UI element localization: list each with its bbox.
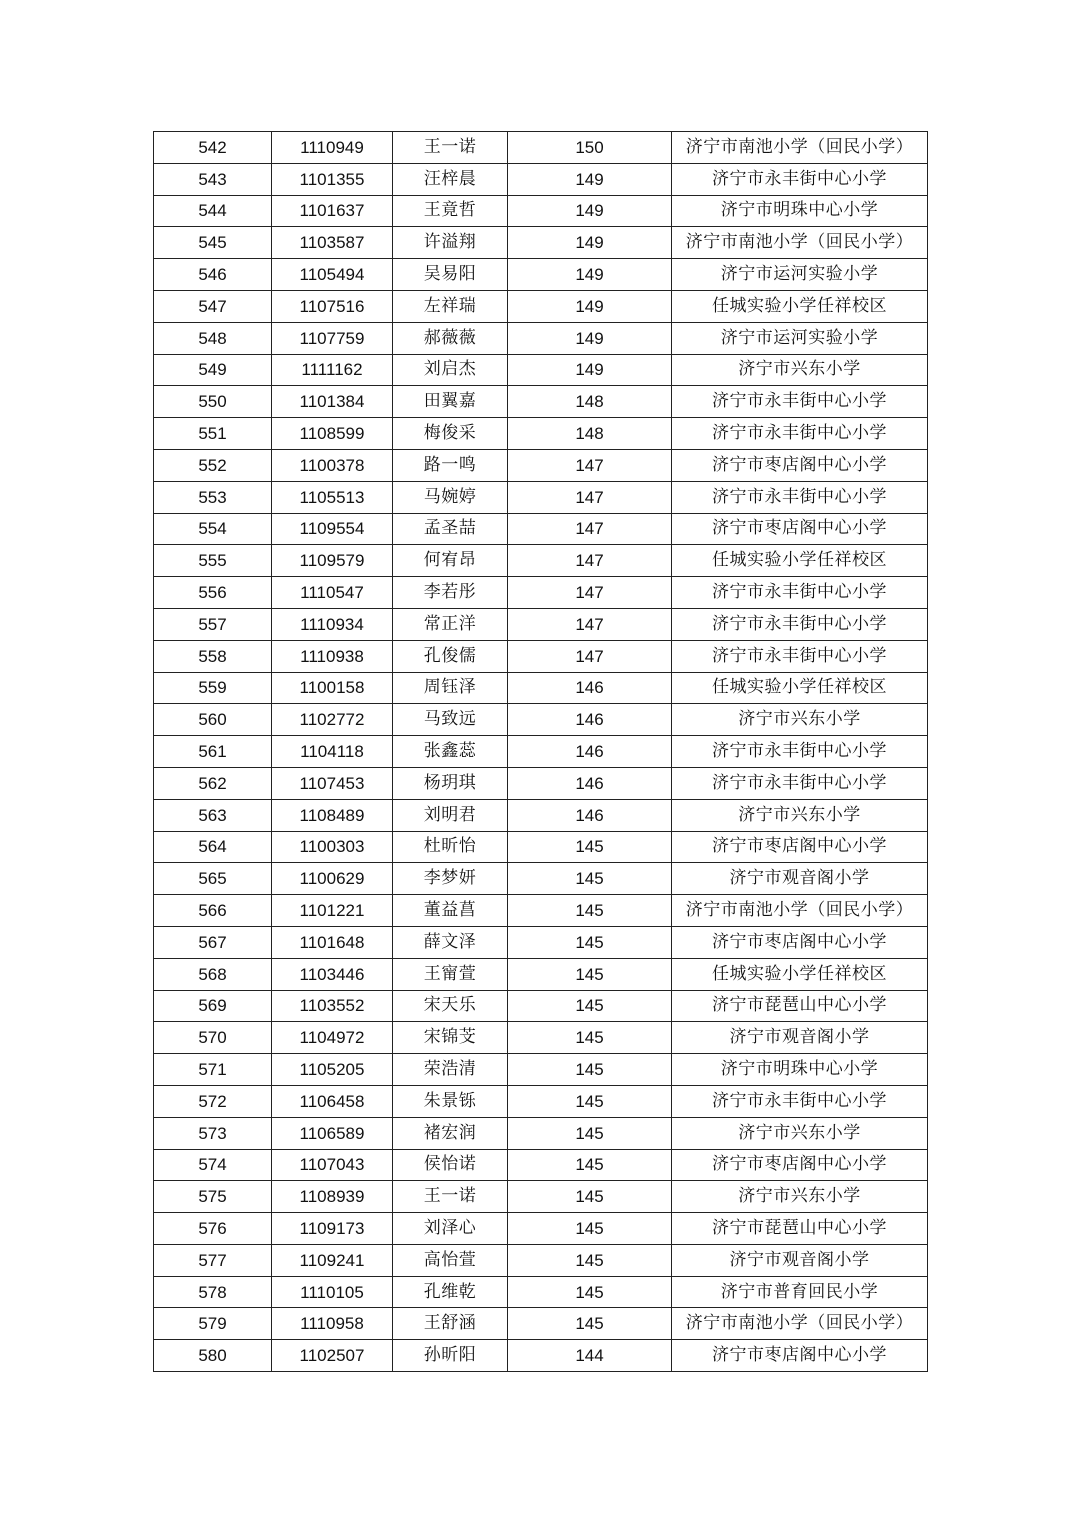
score-cell: 147 — [508, 513, 672, 545]
school-cell: 任城实验小学任祥校区 — [672, 290, 928, 322]
school-cell: 济宁市永丰街中心小学 — [672, 1085, 928, 1117]
table-row — [154, 990, 928, 1022]
student-name-cell: 高怡萱 — [393, 1244, 508, 1276]
rank-cell: 578 — [154, 1276, 272, 1308]
table-row — [154, 831, 928, 863]
school-cell: 济宁市普育回民小学 — [672, 1276, 928, 1308]
student-id-cell: 1105205 — [272, 1054, 393, 1086]
table-row — [154, 1022, 928, 1054]
student-id-cell: 1105513 — [272, 481, 393, 513]
table-row — [154, 640, 928, 672]
table-row — [154, 290, 928, 322]
score-cell: 145 — [508, 895, 672, 927]
score-cell: 147 — [508, 640, 672, 672]
table-row — [154, 386, 928, 418]
rank-cell: 576 — [154, 1213, 272, 1245]
school-cell: 济宁市琵琶山中心小学 — [672, 990, 928, 1022]
score-cell: 149 — [508, 195, 672, 227]
student-name-cell: 刘启杰 — [393, 354, 508, 386]
student-id-cell: 1109173 — [272, 1213, 393, 1245]
rank-cell: 542 — [154, 132, 272, 164]
rank-cell: 564 — [154, 831, 272, 863]
student-name-cell: 汪梓晨 — [393, 163, 508, 195]
school-cell: 济宁市永丰街中心小学 — [672, 767, 928, 799]
table-row — [154, 863, 928, 895]
rank-cell: 577 — [154, 1244, 272, 1276]
rank-cell: 557 — [154, 608, 272, 640]
rank-cell: 553 — [154, 481, 272, 513]
table-row — [154, 799, 928, 831]
student-name-cell: 李梦妍 — [393, 863, 508, 895]
school-cell: 任城实验小学任祥校区 — [672, 672, 928, 704]
student-id-cell: 1104972 — [272, 1022, 393, 1054]
student-name-cell: 宋锦芠 — [393, 1022, 508, 1054]
school-cell: 济宁市兴东小学 — [672, 354, 928, 386]
rank-cell: 561 — [154, 736, 272, 768]
student-name-cell: 荣浩清 — [393, 1054, 508, 1086]
rank-cell: 570 — [154, 1022, 272, 1054]
score-cell: 147 — [508, 577, 672, 609]
student-id-cell: 1108489 — [272, 799, 393, 831]
school-cell: 济宁市南池小学（回民小学） — [672, 132, 928, 164]
student-name-cell: 孔维乾 — [393, 1276, 508, 1308]
school-cell: 任城实验小学任祥校区 — [672, 545, 928, 577]
school-cell: 济宁市观音阁小学 — [672, 1244, 928, 1276]
student-name-cell: 马致远 — [393, 704, 508, 736]
table-row — [154, 1213, 928, 1245]
student-name-cell: 田翼嘉 — [393, 386, 508, 418]
score-cell: 145 — [508, 1244, 672, 1276]
score-cell: 150 — [508, 132, 672, 164]
student-name-cell: 周钰泽 — [393, 672, 508, 704]
school-cell: 济宁市永丰街中心小学 — [672, 163, 928, 195]
table-row — [154, 736, 928, 768]
student-name-cell: 王舒涵 — [393, 1308, 508, 1340]
score-cell: 147 — [508, 449, 672, 481]
student-id-cell: 1109579 — [272, 545, 393, 577]
student-id-cell: 1110105 — [272, 1276, 393, 1308]
student-name-cell: 王甯萱 — [393, 958, 508, 990]
table-row — [154, 354, 928, 386]
school-cell: 济宁市永丰街中心小学 — [672, 386, 928, 418]
score-cell: 145 — [508, 1213, 672, 1245]
student-id-cell: 1107453 — [272, 767, 393, 799]
table-row — [154, 418, 928, 450]
score-cell: 144 — [508, 1340, 672, 1372]
student-name-cell: 孔俊儒 — [393, 640, 508, 672]
school-cell: 济宁市兴东小学 — [672, 704, 928, 736]
student-name-cell: 左祥瑞 — [393, 290, 508, 322]
rank-cell: 575 — [154, 1181, 272, 1213]
student-id-cell: 1110547 — [272, 577, 393, 609]
rank-cell: 559 — [154, 672, 272, 704]
school-cell: 济宁市运河实验小学 — [672, 322, 928, 354]
student-name-cell: 刘泽心 — [393, 1213, 508, 1245]
student-id-cell: 1102507 — [272, 1340, 393, 1372]
score-cell: 145 — [508, 1117, 672, 1149]
rank-cell: 555 — [154, 545, 272, 577]
student-id-cell: 1100303 — [272, 831, 393, 863]
student-id-cell: 1100378 — [272, 449, 393, 481]
student-name-cell: 董益菖 — [393, 895, 508, 927]
score-cell: 148 — [508, 418, 672, 450]
rank-cell: 569 — [154, 990, 272, 1022]
student-id-cell: 1108939 — [272, 1181, 393, 1213]
table-row — [154, 481, 928, 513]
rank-cell: 548 — [154, 322, 272, 354]
student-name-cell: 薛文泽 — [393, 926, 508, 958]
student-id-cell: 1101355 — [272, 163, 393, 195]
rank-cell: 580 — [154, 1340, 272, 1372]
school-cell: 济宁市永丰街中心小学 — [672, 640, 928, 672]
student-id-cell: 1103446 — [272, 958, 393, 990]
school-cell: 济宁市永丰街中心小学 — [672, 481, 928, 513]
rank-cell: 568 — [154, 958, 272, 990]
rank-cell: 550 — [154, 386, 272, 418]
rank-cell: 560 — [154, 704, 272, 736]
rank-cell: 571 — [154, 1054, 272, 1086]
score-cell: 146 — [508, 704, 672, 736]
score-cell: 145 — [508, 863, 672, 895]
school-cell: 济宁市观音阁小学 — [672, 863, 928, 895]
score-cell: 146 — [508, 672, 672, 704]
score-cell: 145 — [508, 1149, 672, 1181]
score-cell: 149 — [508, 354, 672, 386]
rank-cell: 574 — [154, 1149, 272, 1181]
rank-cell: 563 — [154, 799, 272, 831]
table-row — [154, 926, 928, 958]
table-row — [154, 195, 928, 227]
student-id-cell: 1107516 — [272, 290, 393, 322]
table-row — [154, 322, 928, 354]
school-cell: 济宁市永丰街中心小学 — [672, 608, 928, 640]
table-row — [154, 672, 928, 704]
student-id-cell: 1101637 — [272, 195, 393, 227]
student-id-cell: 1103587 — [272, 227, 393, 259]
table-row — [154, 577, 928, 609]
rank-cell: 567 — [154, 926, 272, 958]
school-cell: 济宁市兴东小学 — [672, 799, 928, 831]
student-name-cell: 吴易阳 — [393, 259, 508, 291]
score-cell: 145 — [508, 1085, 672, 1117]
table-row — [154, 1244, 928, 1276]
rank-cell: 547 — [154, 290, 272, 322]
rank-cell: 565 — [154, 863, 272, 895]
rank-cell: 545 — [154, 227, 272, 259]
student-id-cell: 1107759 — [272, 322, 393, 354]
score-cell: 146 — [508, 799, 672, 831]
student-name-cell: 常正洋 — [393, 608, 508, 640]
score-cell: 147 — [508, 545, 672, 577]
rank-cell: 579 — [154, 1308, 272, 1340]
student-id-cell: 1107043 — [272, 1149, 393, 1181]
table-row — [154, 1054, 928, 1086]
score-cell: 146 — [508, 767, 672, 799]
rank-cell: 544 — [154, 195, 272, 227]
student-name-cell: 李若彤 — [393, 577, 508, 609]
table-row — [154, 608, 928, 640]
student-name-cell: 王一诺 — [393, 1181, 508, 1213]
school-cell: 任城实验小学任祥校区 — [672, 958, 928, 990]
score-cell: 145 — [508, 1308, 672, 1340]
table-row — [154, 545, 928, 577]
student-name-cell: 许溢翔 — [393, 227, 508, 259]
student-name-cell: 侯怡诺 — [393, 1149, 508, 1181]
table-row — [154, 259, 928, 291]
student-id-cell: 1110938 — [272, 640, 393, 672]
student-id-cell: 1110934 — [272, 608, 393, 640]
student-name-cell: 何宥昂 — [393, 545, 508, 577]
score-cell: 147 — [508, 608, 672, 640]
student-name-cell: 路一鸣 — [393, 449, 508, 481]
rank-cell: 573 — [154, 1117, 272, 1149]
student-id-cell: 1109241 — [272, 1244, 393, 1276]
school-cell: 济宁市枣店阁中心小学 — [672, 1149, 928, 1181]
score-cell: 146 — [508, 736, 672, 768]
student-name-cell: 孙昕阳 — [393, 1340, 508, 1372]
score-cell: 149 — [508, 259, 672, 291]
student-name-cell: 孟圣喆 — [393, 513, 508, 545]
table-row — [154, 958, 928, 990]
student-id-cell: 1110958 — [272, 1308, 393, 1340]
table-row — [154, 163, 928, 195]
school-cell: 济宁市南池小学（回民小学） — [672, 895, 928, 927]
school-cell: 济宁市运河实验小学 — [672, 259, 928, 291]
student-name-cell: 杜昕怡 — [393, 831, 508, 863]
table-row — [154, 1340, 928, 1372]
rank-cell: 556 — [154, 577, 272, 609]
student-id-cell: 1108599 — [272, 418, 393, 450]
rank-cell: 572 — [154, 1085, 272, 1117]
score-cell: 145 — [508, 990, 672, 1022]
score-cell: 145 — [508, 1276, 672, 1308]
school-cell: 济宁市观音阁小学 — [672, 1022, 928, 1054]
score-cell: 148 — [508, 386, 672, 418]
student-name-cell: 王一诺 — [393, 132, 508, 164]
table-row — [154, 1276, 928, 1308]
student-id-cell: 1111162 — [272, 354, 393, 386]
rank-cell: 552 — [154, 449, 272, 481]
table-row — [154, 704, 928, 736]
student-name-cell: 宋天乐 — [393, 990, 508, 1022]
school-cell: 济宁市琵琶山中心小学 — [672, 1213, 928, 1245]
table-row — [154, 1308, 928, 1340]
results-table-body — [154, 132, 928, 1372]
school-cell: 济宁市枣店阁中心小学 — [672, 449, 928, 481]
student-id-cell: 1104118 — [272, 736, 393, 768]
score-cell: 149 — [508, 322, 672, 354]
score-cell: 145 — [508, 1022, 672, 1054]
school-cell: 济宁市兴东小学 — [672, 1181, 928, 1213]
school-cell: 济宁市明珠中心小学 — [672, 195, 928, 227]
score-cell: 149 — [508, 163, 672, 195]
student-name-cell: 郝薇薇 — [393, 322, 508, 354]
table-row — [154, 1181, 928, 1213]
table-row — [154, 1085, 928, 1117]
score-cell: 149 — [508, 290, 672, 322]
school-cell: 济宁市永丰街中心小学 — [672, 418, 928, 450]
student-id-cell: 1101221 — [272, 895, 393, 927]
rank-cell: 566 — [154, 895, 272, 927]
table-row — [154, 227, 928, 259]
student-name-cell: 杨玥琪 — [393, 767, 508, 799]
student-name-cell: 梅俊采 — [393, 418, 508, 450]
student-id-cell: 1105494 — [272, 259, 393, 291]
score-cell: 145 — [508, 1054, 672, 1086]
rank-cell: 551 — [154, 418, 272, 450]
student-id-cell: 1106589 — [272, 1117, 393, 1149]
score-cell: 145 — [508, 926, 672, 958]
table-row — [154, 1149, 928, 1181]
student-id-cell: 1103552 — [272, 990, 393, 1022]
student-id-cell: 1101384 — [272, 386, 393, 418]
student-id-cell: 1109554 — [272, 513, 393, 545]
table-row — [154, 767, 928, 799]
score-cell: 145 — [508, 831, 672, 863]
student-id-cell: 1100629 — [272, 863, 393, 895]
school-cell: 济宁市南池小学（回民小学） — [672, 227, 928, 259]
table-row — [154, 513, 928, 545]
score-cell: 145 — [508, 1181, 672, 1213]
school-cell: 济宁市枣店阁中心小学 — [672, 926, 928, 958]
school-cell: 济宁市兴东小学 — [672, 1117, 928, 1149]
school-cell: 济宁市永丰街中心小学 — [672, 736, 928, 768]
rank-cell: 546 — [154, 259, 272, 291]
student-id-cell: 1106458 — [272, 1085, 393, 1117]
rank-cell: 554 — [154, 513, 272, 545]
rank-cell: 549 — [154, 354, 272, 386]
rank-cell: 562 — [154, 767, 272, 799]
student-name-cell: 张鑫蕊 — [393, 736, 508, 768]
score-cell: 147 — [508, 481, 672, 513]
school-cell: 济宁市南池小学（回民小学） — [672, 1308, 928, 1340]
student-name-cell: 王竟哲 — [393, 195, 508, 227]
student-id-cell: 1110949 — [272, 132, 393, 164]
table-row — [154, 449, 928, 481]
table-row — [154, 132, 928, 164]
student-name-cell: 朱景铄 — [393, 1085, 508, 1117]
school-cell: 济宁市永丰街中心小学 — [672, 577, 928, 609]
school-cell: 济宁市明珠中心小学 — [672, 1054, 928, 1086]
score-cell: 145 — [508, 958, 672, 990]
table-row — [154, 895, 928, 927]
student-name-cell: 马婉婷 — [393, 481, 508, 513]
results-table — [153, 131, 928, 1372]
student-id-cell: 1101648 — [272, 926, 393, 958]
school-cell: 济宁市枣店阁中心小学 — [672, 1340, 928, 1372]
rank-cell: 558 — [154, 640, 272, 672]
school-cell: 济宁市枣店阁中心小学 — [672, 831, 928, 863]
table-row — [154, 1117, 928, 1149]
student-name-cell: 褚宏润 — [393, 1117, 508, 1149]
score-cell: 149 — [508, 227, 672, 259]
student-name-cell: 刘明君 — [393, 799, 508, 831]
student-id-cell: 1102772 — [272, 704, 393, 736]
rank-cell: 543 — [154, 163, 272, 195]
student-id-cell: 1100158 — [272, 672, 393, 704]
school-cell: 济宁市枣店阁中心小学 — [672, 513, 928, 545]
